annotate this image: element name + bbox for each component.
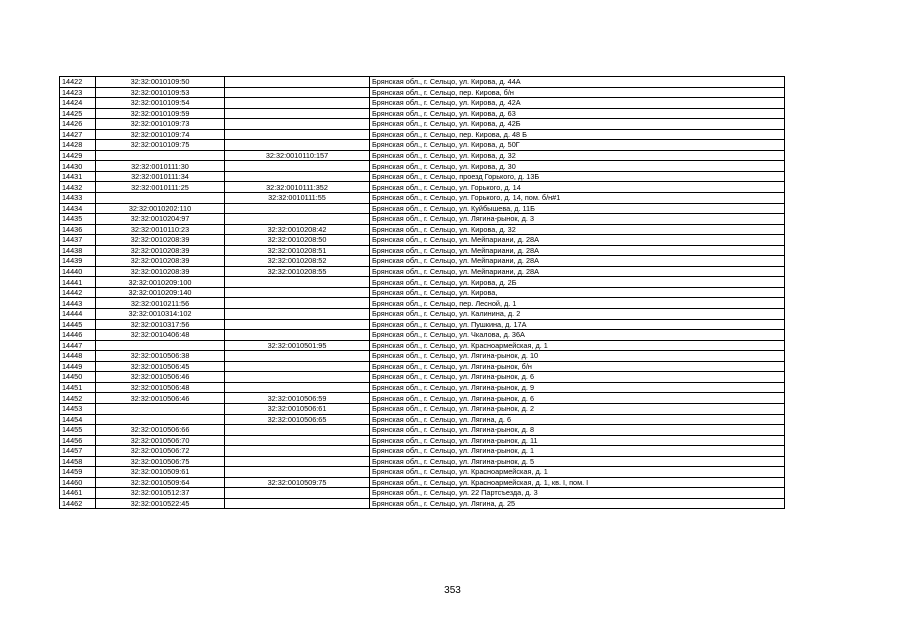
table-row [60, 224, 785, 235]
cadastral-number-cell: 32:32:0010109:54 [96, 98, 225, 109]
building-cadastral-number-cell [225, 171, 370, 182]
address-cell: Брянская обл., г. Сельцо, ул. Лягина-рынок, д. 8 [370, 425, 785, 436]
address-cell: Брянская обл., г. Сельцо, ул. Лягина-рынок, д. 6 [370, 372, 785, 383]
record-number-cell: 14457 [60, 446, 96, 457]
building-cadastral-number-cell [225, 498, 370, 509]
record-number-cell: 14423 [60, 87, 96, 98]
building-cadastral-number-cell: 32:32:0010208:50 [225, 235, 370, 246]
address-cell: Брянская обл., г. Сельцо, ул. Кирова, д. 42А [370, 98, 785, 109]
cadastral-number-cell: 32:32:0010208:39 [96, 245, 225, 256]
address-cell: Брянская обл., г. Сельцо, ул. Лягина-рынок, д. 1 [370, 446, 785, 457]
building-cadastral-number-cell: 32:32:0010506:59 [225, 393, 370, 404]
table-row [60, 498, 785, 509]
record-number-cell: 14446 [60, 330, 96, 341]
table-row [60, 182, 785, 193]
table-row [60, 256, 785, 267]
record-number-cell: 14442 [60, 287, 96, 298]
page-number: 353 [444, 585, 461, 596]
cadastral-number-cell: 32:32:0010109:73 [96, 119, 225, 130]
record-number-cell: 14436 [60, 224, 96, 235]
cadastral-number-cell: 32:32:0010110:23 [96, 224, 225, 235]
cadastral-number-cell: 32:32:0010506:45 [96, 361, 225, 372]
cadastral-number-cell: 32:32:0010202:110 [96, 203, 225, 214]
building-cadastral-number-cell [225, 456, 370, 467]
address-cell: Брянская обл., г. Сельцо, ул. Кирова, д. 50Г [370, 140, 785, 151]
table-row [60, 161, 785, 172]
table-row [60, 108, 785, 119]
address-cell: Брянская обл., г. Сельцо, ул. Лягина, д. 25 [370, 498, 785, 509]
building-cadastral-number-cell: 32:32:0010208:55 [225, 266, 370, 277]
table-row [60, 425, 785, 436]
address-cell: Брянская обл., г. Сельцо, ул. Кирова, [370, 287, 785, 298]
record-number-cell: 14453 [60, 403, 96, 414]
building-cadastral-number-cell [225, 129, 370, 140]
building-cadastral-number-cell [225, 77, 370, 88]
address-cell: Брянская обл., г. Сельцо, ул. Лягина-рынок, б/н [370, 361, 785, 372]
cadastral-number-cell: 32:32:0010406:48 [96, 330, 225, 341]
building-cadastral-number-cell [225, 298, 370, 309]
record-number-cell: 14456 [60, 435, 96, 446]
cadastral-number-cell: 32:32:0010506:72 [96, 446, 225, 457]
cadastral-number-cell: 32:32:0010209:100 [96, 277, 225, 288]
table-row [60, 129, 785, 140]
address-cell: Брянская обл., г. Сельцо, пер. Лесной, д. 1 [370, 298, 785, 309]
table-row [60, 193, 785, 204]
table-row [60, 277, 785, 288]
table-row [60, 140, 785, 151]
building-cadastral-number-cell [225, 488, 370, 499]
building-cadastral-number-cell [225, 372, 370, 383]
record-number-cell: 14455 [60, 425, 96, 436]
cadastral-number-cell: 32:32:0010506:46 [96, 372, 225, 383]
table-row [60, 119, 785, 130]
cadastral-number-cell: 32:32:0010109:59 [96, 108, 225, 119]
record-number-cell: 14425 [60, 108, 96, 119]
record-number-cell: 14432 [60, 182, 96, 193]
record-number-cell: 14439 [60, 256, 96, 267]
cadastral-number-cell: 32:32:0010506:66 [96, 425, 225, 436]
building-cadastral-number-cell [225, 382, 370, 393]
address-cell: Брянская обл., г. Сельцо, ул. Мейпариани, д. 28А [370, 266, 785, 277]
address-cell: Брянская обл., г. Сельцо, ул. Лягина-рынок, д. 9 [370, 382, 785, 393]
record-number-cell: 14440 [60, 266, 96, 277]
table-row [60, 467, 785, 478]
table-row [60, 393, 785, 404]
record-number-cell: 14435 [60, 214, 96, 225]
cadastral-number-cell: 32:32:0010314:102 [96, 309, 225, 320]
table-row [60, 203, 785, 214]
address-cell: Брянская обл., г. Сельцо, ул. Кирова, д. 30 [370, 161, 785, 172]
record-number-cell: 14426 [60, 119, 96, 130]
record-number-cell: 14454 [60, 414, 96, 425]
record-number-cell: 14433 [60, 193, 96, 204]
building-cadastral-number-cell: 32:32:0010208:52 [225, 256, 370, 267]
building-cadastral-number-cell: 32:32:0010506:61 [225, 403, 370, 414]
table-row [60, 477, 785, 488]
cadastral-number-cell: 32:32:0010512:37 [96, 488, 225, 499]
cadastral-number-cell: 32:32:0010109:75 [96, 140, 225, 151]
address-cell: Брянская обл., г. Сельцо, ул. Лягина-рынок, д. 2 [370, 403, 785, 414]
cadastral-number-cell [96, 193, 225, 204]
registry-table-body [60, 77, 785, 509]
table-row [60, 150, 785, 161]
record-number-cell: 14441 [60, 277, 96, 288]
cadastral-number-cell [96, 340, 225, 351]
table-row [60, 298, 785, 309]
cadastral-number-cell [96, 403, 225, 414]
record-number-cell: 14424 [60, 98, 96, 109]
building-cadastral-number-cell: 32:32:0010208:51 [225, 245, 370, 256]
building-cadastral-number-cell [225, 319, 370, 330]
address-cell: Брянская обл., г. Сельцо, ул. Лягина, д. 6 [370, 414, 785, 425]
address-cell: Брянская обл., г. Сельцо, ул. Кирова, д. 32 [370, 150, 785, 161]
cadastral-number-cell: 32:32:0010208:39 [96, 235, 225, 246]
address-cell: Брянская обл., г. Сельцо, ул. Пушкина, д. 17А [370, 319, 785, 330]
record-number-cell: 14429 [60, 150, 96, 161]
address-cell: Брянская обл., г. Сельцо, ул. Мейпариани, д. 28А [370, 256, 785, 267]
address-cell: Брянская обл., г. Сельцо, пер. Кирова, д. 48 Б [370, 129, 785, 140]
cadastral-number-cell: 32:32:0010208:39 [96, 256, 225, 267]
table-row [60, 330, 785, 341]
building-cadastral-number-cell: 32:32:0010509:75 [225, 477, 370, 488]
table-row [60, 446, 785, 457]
cadastral-number-cell: 32:32:0010506:46 [96, 393, 225, 404]
address-cell: Брянская обл., г. Сельцо, ул. Горького, д. 14 [370, 182, 785, 193]
address-cell: Брянская обл., г. Сельцо, ул. Горького, д. 14, пом. б/н#1 [370, 193, 785, 204]
cadastral-number-cell: 32:32:0010317:56 [96, 319, 225, 330]
table-row [60, 372, 785, 383]
table-row [60, 351, 785, 362]
address-cell: Брянская обл., г. Сельцо, ул. Мейпариани, д. 28А [370, 235, 785, 246]
address-cell: Брянская обл., г. Сельцо, ул. Мейпариани, д. 28А [370, 245, 785, 256]
table-row [60, 287, 785, 298]
building-cadastral-number-cell [225, 119, 370, 130]
building-cadastral-number-cell: 32:32:0010208:42 [225, 224, 370, 235]
building-cadastral-number-cell [225, 214, 370, 225]
record-number-cell: 14430 [60, 161, 96, 172]
record-number-cell: 14462 [60, 498, 96, 509]
table-row [60, 309, 785, 320]
table-row [60, 456, 785, 467]
cadastral-number-cell: 32:32:0010109:53 [96, 87, 225, 98]
record-number-cell: 14445 [60, 319, 96, 330]
cadastral-number-cell: 32:32:0010111:34 [96, 171, 225, 182]
record-number-cell: 14461 [60, 488, 96, 499]
cadastral-number-cell [96, 150, 225, 161]
cadastral-number-cell: 32:32:0010111:30 [96, 161, 225, 172]
address-cell: Брянская обл., г. Сельцо, пер. Кирова, б/н [370, 87, 785, 98]
address-cell: Брянская обл., г. Сельцо, ул. Красноармейская, д. 1 [370, 467, 785, 478]
cadastral-number-cell [96, 414, 225, 425]
building-cadastral-number-cell [225, 98, 370, 109]
table-row [60, 171, 785, 182]
table-row [60, 98, 785, 109]
address-cell: Брянская обл., г. Сельцо, ул. Лягина-рынок, д. 10 [370, 351, 785, 362]
building-cadastral-number-cell [225, 330, 370, 341]
address-cell: Брянская обл., г. Сельцо, ул. Лягина-рынок, д. 6 [370, 393, 785, 404]
cadastral-number-cell: 32:32:0010109:50 [96, 77, 225, 88]
record-number-cell: 14422 [60, 77, 96, 88]
table-row [60, 382, 785, 393]
building-cadastral-number-cell [225, 140, 370, 151]
cadastral-number-cell: 32:32:0010506:70 [96, 435, 225, 446]
record-number-cell: 14438 [60, 245, 96, 256]
registry-table [59, 76, 785, 509]
table-row [60, 435, 785, 446]
record-number-cell: 14460 [60, 477, 96, 488]
table-row [60, 245, 785, 256]
address-cell: Брянская обл., г. Сельцо, ул. Кирова, д. 44А [370, 77, 785, 88]
record-number-cell: 14428 [60, 140, 96, 151]
address-cell: Брянская обл., г. Сельцо, ул. Красноармейская, д. 1 [370, 340, 785, 351]
building-cadastral-number-cell [225, 203, 370, 214]
record-number-cell: 14450 [60, 372, 96, 383]
record-number-cell: 14452 [60, 393, 96, 404]
cadastral-number-cell: 32:32:0010209:140 [96, 287, 225, 298]
building-cadastral-number-cell [225, 161, 370, 172]
building-cadastral-number-cell [225, 87, 370, 98]
address-cell: Брянская обл., г. Сельцо, ул. Лягина-рынок, д. 5 [370, 456, 785, 467]
cadastral-number-cell: 32:32:0010204:97 [96, 214, 225, 225]
building-cadastral-number-cell [225, 446, 370, 457]
building-cadastral-number-cell [225, 361, 370, 372]
record-number-cell: 14458 [60, 456, 96, 467]
building-cadastral-number-cell: 32:32:0010506:65 [225, 414, 370, 425]
table-row [60, 340, 785, 351]
cadastral-number-cell: 32:32:0010509:61 [96, 467, 225, 478]
record-number-cell: 14434 [60, 203, 96, 214]
building-cadastral-number-cell [225, 435, 370, 446]
table-row [60, 214, 785, 225]
record-number-cell: 14451 [60, 382, 96, 393]
cadastral-number-cell: 32:32:0010509:64 [96, 477, 225, 488]
building-cadastral-number-cell [225, 309, 370, 320]
record-number-cell: 14431 [60, 171, 96, 182]
cadastral-number-cell: 32:32:0010109:74 [96, 129, 225, 140]
building-cadastral-number-cell: 32:32:0010110:157 [225, 150, 370, 161]
record-number-cell: 14449 [60, 361, 96, 372]
record-number-cell: 14437 [60, 235, 96, 246]
record-number-cell: 14443 [60, 298, 96, 309]
record-number-cell: 14459 [60, 467, 96, 478]
address-cell: Брянская обл., г. Сельцо, ул. Лягина-рынок, д. 11 [370, 435, 785, 446]
address-cell: Брянская обл., г. Сельцо, ул. Кирова, д. 32 [370, 224, 785, 235]
building-cadastral-number-cell [225, 287, 370, 298]
table-row [60, 414, 785, 425]
address-cell: Брянская обл., г. Сельцо, ул. Калинина, д. 2 [370, 309, 785, 320]
cadastral-number-cell: 32:32:0010506:38 [96, 351, 225, 362]
table-row [60, 403, 785, 414]
table-row [60, 319, 785, 330]
cadastral-number-cell: 32:32:0010111:25 [96, 182, 225, 193]
table-row [60, 77, 785, 88]
building-cadastral-number-cell: 32:32:0010111:55 [225, 193, 370, 204]
cadastral-number-cell: 32:32:0010506:48 [96, 382, 225, 393]
table-row [60, 235, 785, 246]
cadastral-number-cell: 32:32:0010208:39 [96, 266, 225, 277]
address-cell: Брянская обл., г. Сельцо, ул. 22 Партсъезда, д. 3 [370, 488, 785, 499]
cadastral-number-cell: 32:32:0010211:56 [96, 298, 225, 309]
building-cadastral-number-cell [225, 351, 370, 362]
table-row [60, 488, 785, 499]
cadastral-number-cell: 32:32:0010506:75 [96, 456, 225, 467]
address-cell: Брянская обл., г. Сельцо, ул. Кирова, д. 2Б [370, 277, 785, 288]
address-cell: Брянская обл., г. Сельцо, ул. Куйбышева, д. 11Б [370, 203, 785, 214]
building-cadastral-number-cell [225, 467, 370, 478]
record-number-cell: 14427 [60, 129, 96, 140]
address-cell: Брянская обл., г. Сельцо, проезд Горького, д. 13Б [370, 171, 785, 182]
table-row [60, 361, 785, 372]
building-cadastral-number-cell: 32:32:0010111:352 [225, 182, 370, 193]
building-cadastral-number-cell [225, 277, 370, 288]
building-cadastral-number-cell: 32:32:0010501:95 [225, 340, 370, 351]
address-cell: Брянская обл., г. Сельцо, ул. Кирова, д. 42Б [370, 119, 785, 130]
building-cadastral-number-cell [225, 108, 370, 119]
address-cell: Брянская обл., г. Сельцо, ул. Красноармейская, д. 1, кв. I, пом. I [370, 477, 785, 488]
record-number-cell: 14448 [60, 351, 96, 362]
table-row [60, 87, 785, 98]
address-cell: Брянская обл., г. Сельцо, ул. Кирова, д. 63 [370, 108, 785, 119]
record-number-cell: 14444 [60, 309, 96, 320]
cadastral-number-cell: 32:32:0010522:45 [96, 498, 225, 509]
table-row [60, 266, 785, 277]
record-number-cell: 14447 [60, 340, 96, 351]
address-cell: Брянская обл., г. Сельцо, ул. Чкалова, д. 36А [370, 330, 785, 341]
building-cadastral-number-cell [225, 425, 370, 436]
address-cell: Брянская обл., г. Сельцо, ул. Лягина-рынок, д. 3 [370, 214, 785, 225]
